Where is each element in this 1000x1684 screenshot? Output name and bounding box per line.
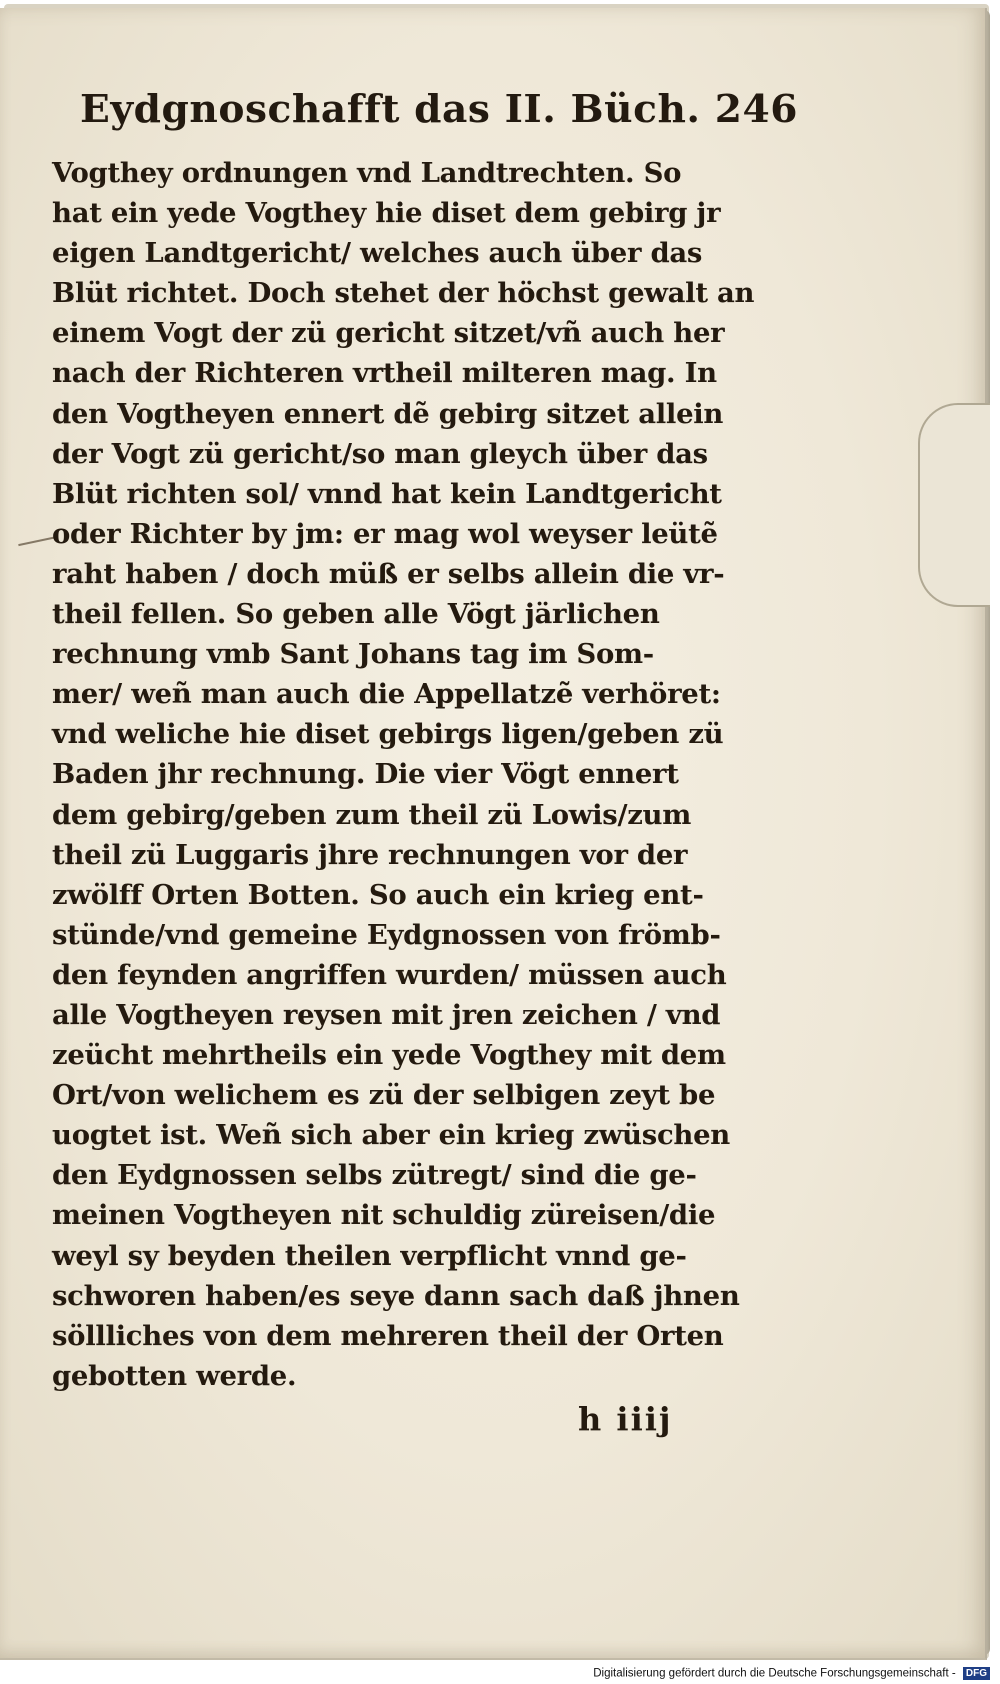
text-line: den Vogtheyen ennert dẽ gebirg sitzet allein	[52, 397, 724, 430]
text-line: theil zü Luggaris jhre rechnungen vor der	[52, 838, 688, 871]
text-line: rechnung vmb Sant Johans tag im Som-	[52, 638, 654, 671]
running-header: Eydgnoschafft das II. Büch. 246	[80, 86, 798, 131]
text-line: raht haben / doch müß er selbs allein die vr-	[52, 557, 725, 590]
book-page	[0, 8, 987, 1660]
text-line: der Vogt zü gericht/so man gleych über das	[52, 437, 708, 470]
text-line: gebotten werde.	[52, 1359, 297, 1392]
text-line: nach der Richteren vrtheil milteren mag. In	[52, 357, 717, 390]
text-line: Baden jhr rechnung. Die vier Vögt ennert	[52, 758, 679, 791]
text-line: den feynden angriffen wurden/ müssen auch	[52, 958, 727, 991]
dfg-logo: DFG	[963, 1667, 990, 1680]
text-line: uogtet ist. Weñ sich aber ein krieg zwüschen	[52, 1119, 730, 1152]
text-line: dem gebirg/geben zum theil zü Lowis/zum	[52, 798, 692, 831]
text-line: söllliches von dem mehreren theil der Orten	[52, 1319, 724, 1352]
text-line: den Eydgnossen selbs zütregt/ sind die ge-	[52, 1159, 697, 1192]
page-tab-marker	[918, 403, 990, 607]
text-line: zeücht mehrtheils ein yede Vogthey mit dem	[52, 1039, 726, 1072]
text-line: vnd weliche hie diset gebirgs ligen/geben zü	[52, 718, 724, 751]
text-line: hat ein yede Vogthey hie diset dem gebirg jr	[52, 197, 721, 230]
text-line: alle Vogtheyen reysen mit jren zeichen / vnd	[52, 998, 721, 1031]
digitization-credit	[593, 1667, 990, 1680]
credit-text: Digitalisierung gefördert durch die Deutsche Forschungsgemeinschaft -	[593, 1667, 956, 1680]
page-body	[52, 153, 772, 1396]
text-line: theil fellen. So geben alle Vögt järlichen	[52, 598, 660, 631]
text-line: stünde/vnd gemeine Eydgnossen von frömb-	[52, 918, 721, 951]
text-line: weyl sy beyden theilen verpflicht vnnd ge-	[52, 1239, 687, 1272]
text-line: meinen Vogtheyen nit schuldig züreisen/die	[52, 1199, 716, 1232]
text-line: mer/ weñ man auch die Appellatzẽ verhöret:	[52, 678, 721, 711]
text-line: eigen Landtgericht/ welches auch über das	[52, 237, 703, 270]
text-line: Blüt richten sol/ vnnd hat kein Landtgericht	[52, 477, 722, 510]
text-line: Blüt richtet. Doch stehet der höchst gewalt an	[52, 277, 755, 310]
text-line: einem Vogt der zü gericht sitzet/vñ auch her	[52, 317, 725, 350]
text-line: oder Richter by jm: er mag wol weyser leütẽ	[52, 517, 718, 550]
signature-mark: h iiij	[578, 1400, 673, 1438]
text-line: zwölff Orten Botten. So auch ein krieg ent-	[52, 878, 704, 911]
text-line: Ort/von welichem es zü der selbigen zeyt be	[52, 1079, 716, 1112]
text-line: Vogthey ordnungen vnd Landtrechten. So	[52, 157, 682, 189]
text-line: schworen haben/es seye dann sach daß jhnen	[52, 1279, 740, 1312]
